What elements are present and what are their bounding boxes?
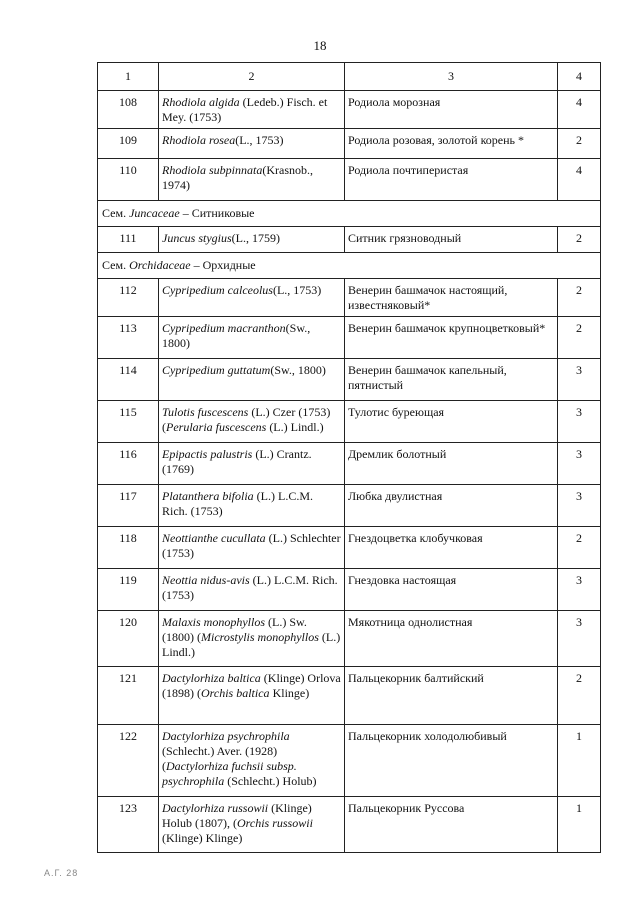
table-row (98, 91, 601, 129)
species-number: 121 (98, 667, 159, 725)
footer-mark: А.Г. 28 (44, 868, 79, 878)
plain-text: (L.) Lindl.) (162, 630, 341, 659)
species-number: 118 (98, 527, 159, 569)
italic-text: Juncus stygius (162, 231, 232, 245)
russian-name: Гнездоцветка клобучковая (345, 527, 558, 569)
species-number: 122 (98, 725, 159, 797)
russian-name: Пальцекорник балтийский (345, 667, 558, 725)
species-table (97, 62, 601, 853)
rarity-category: 2 (558, 227, 601, 253)
russian-name: Родиола розовая, золотой корень * (345, 129, 558, 159)
species-number: 115 (98, 401, 159, 443)
table-header-row (98, 63, 601, 91)
rarity-category: 4 (558, 91, 601, 129)
italic-text: Rhodiola subpinnata (162, 163, 263, 177)
italic-text: Juncaceae (129, 206, 180, 220)
italic-text: Neottia nidus-avis (162, 573, 250, 587)
species-number: 123 (98, 797, 159, 853)
latin-name (159, 569, 345, 611)
table-row (98, 527, 601, 569)
rarity-category: 2 (558, 667, 601, 725)
latin-name (159, 527, 345, 569)
plain-text: (L.) Lindl.) (266, 420, 324, 434)
rarity-category: 2 (558, 279, 601, 317)
species-number: 117 (98, 485, 159, 527)
latin-name (159, 797, 345, 853)
latin-name (159, 359, 345, 401)
rarity-category: 1 (558, 797, 601, 853)
rarity-category: 3 (558, 611, 601, 667)
russian-name: Венерин башмачок настоящий, известняковый* (345, 279, 558, 317)
table-row (98, 797, 601, 853)
latin-name (159, 485, 345, 527)
italic-text: Microstylis monophyllos (201, 630, 319, 644)
species-number: 110 (98, 159, 159, 201)
rarity-category: 3 (558, 401, 601, 443)
plain-text: Klinge) (269, 686, 310, 700)
rarity-category: 2 (558, 527, 601, 569)
plain-text: Сем. (102, 206, 130, 220)
plain-text: (L., 1753) (235, 133, 284, 147)
latin-name (159, 159, 345, 201)
russian-name: Венерин башмачок капельный, пятнистый (345, 359, 558, 401)
species-number: 114 (98, 359, 159, 401)
page-number: 18 (313, 38, 327, 53)
plain-text: (L.) Czer (1753) ( (162, 405, 331, 434)
table-row (98, 227, 601, 253)
russian-name: Венерин башмачок крупноцветковый* (345, 317, 558, 359)
russian-name: Родиола почтиперистая (345, 159, 558, 201)
italic-text: Malaxis monophyllos (162, 615, 265, 629)
rarity-category: 3 (558, 443, 601, 485)
rarity-category: 2 (558, 129, 601, 159)
italic-text: Dactylorhiza russowii (162, 801, 269, 815)
italic-text: Neottianthe cucullata (162, 531, 266, 545)
plain-text: (Klinge) Klinge) (162, 831, 243, 845)
table-row (98, 159, 601, 201)
russian-name: Дремлик болотный (345, 443, 558, 485)
latin-name (159, 611, 345, 667)
family-row (98, 201, 601, 227)
plain-text: (Krasnob., 1974) (162, 163, 313, 192)
plain-text: (Sw., 1800) (162, 321, 311, 350)
table-row (98, 485, 601, 527)
species-number: 111 (98, 227, 159, 253)
italic-text: Cypripedium macranthon (162, 321, 286, 335)
table-row (98, 279, 601, 317)
species-number: 109 (98, 129, 159, 159)
plain-text: (Schlecht.) Aver. (1928) ( (162, 744, 278, 773)
italic-text: Dactylorhiza baltica (162, 671, 261, 685)
latin-name (159, 227, 345, 253)
italic-text: Dactylorhiza fuchsii subsp. psychrophila (162, 759, 297, 788)
plain-text: (L., 1753) (272, 283, 322, 297)
italic-text: Platanthera bifolia (162, 489, 254, 503)
italic-text: Orchis baltica (201, 686, 270, 700)
plain-text: – Орхидные (190, 258, 256, 272)
italic-text: Perularia fuscescens (166, 420, 267, 434)
table-row (98, 401, 601, 443)
rarity-category: 3 (558, 485, 601, 527)
italic-text: Orchis russowii (237, 816, 313, 830)
plain-text: Сем. (102, 258, 130, 272)
russian-name: Мякотница однолистная (345, 611, 558, 667)
table-row (98, 725, 601, 797)
column-header-russian-name: 3 (345, 63, 558, 91)
species-number: 120 (98, 611, 159, 667)
plain-text: (Klinge) Holub (1807), ( (162, 801, 312, 830)
plain-text: – Ситниковые (179, 206, 255, 220)
species-number: 116 (98, 443, 159, 485)
rarity-category: 1 (558, 725, 601, 797)
latin-name (159, 129, 345, 159)
rarity-category: 3 (558, 359, 601, 401)
table-row (98, 443, 601, 485)
latin-name (159, 279, 345, 317)
table-row (98, 317, 601, 359)
rarity-category: 4 (558, 159, 601, 201)
plain-text: (L., 1759) (231, 231, 280, 245)
italic-text: Epipactis palustris (162, 447, 253, 461)
russian-name: Пальцекорник Руссова (345, 797, 558, 853)
latin-name (159, 725, 345, 797)
species-number: 112 (98, 279, 159, 317)
italic-text: Orchidaceae (129, 258, 191, 272)
russian-name: Родиола морозная (345, 91, 558, 129)
latin-name (159, 401, 345, 443)
latin-name (159, 317, 345, 359)
italic-text: Rhodiola algida (162, 95, 240, 109)
table-row (98, 667, 601, 725)
russian-name: Ситник грязноводный (345, 227, 558, 253)
species-number: 119 (98, 569, 159, 611)
family-row (98, 253, 601, 279)
italic-text: Tulotis fuscescens (162, 405, 249, 419)
italic-text: Dactylorhiza psychrophila (162, 729, 290, 743)
column-header-number: 1 (98, 63, 159, 91)
latin-name (159, 443, 345, 485)
plain-text: (L.) Schlechter (1753) (162, 531, 341, 560)
italic-text: Rhodiola rosea (162, 133, 236, 147)
family-name (98, 201, 601, 227)
italic-text: Cypripedium calceolus (162, 283, 273, 297)
table-row (98, 129, 601, 159)
latin-name (159, 667, 345, 725)
species-number: 108 (98, 91, 159, 129)
plain-text: (Klinge) Orlova (1898) ( (162, 671, 341, 700)
column-header-category: 4 (558, 63, 601, 91)
italic-text: Cypripedium guttatum (162, 363, 271, 377)
table-row (98, 359, 601, 401)
russian-name: Гнездовка настоящая (345, 569, 558, 611)
rarity-category: 3 (558, 569, 601, 611)
latin-name (159, 91, 345, 129)
plain-text: (L.) L.C.M. Rich. (1753) (162, 489, 313, 518)
plain-text: (L.) Sw. (1800) ( (162, 615, 307, 644)
column-header-latin-name: 2 (159, 63, 345, 91)
russian-name: Тулотис буреющая (345, 401, 558, 443)
family-name (98, 253, 601, 279)
species-number: 113 (98, 317, 159, 359)
plain-text: (Ledeb.) Fisch. et Mey. (1753) (162, 95, 328, 124)
plain-text: (Sw., 1800) (270, 363, 326, 377)
plain-text: (L.) L.C.M. Rich. (1753) (162, 573, 338, 602)
table-row (98, 611, 601, 667)
russian-name: Любка двулистная (345, 485, 558, 527)
table-row (98, 569, 601, 611)
plain-text: (Schlecht.) Holub) (224, 774, 317, 788)
russian-name: Пальцекорник холодолюбивый (345, 725, 558, 797)
plain-text: (L.) Crantz. (1769) (162, 447, 312, 476)
rarity-category: 2 (558, 317, 601, 359)
